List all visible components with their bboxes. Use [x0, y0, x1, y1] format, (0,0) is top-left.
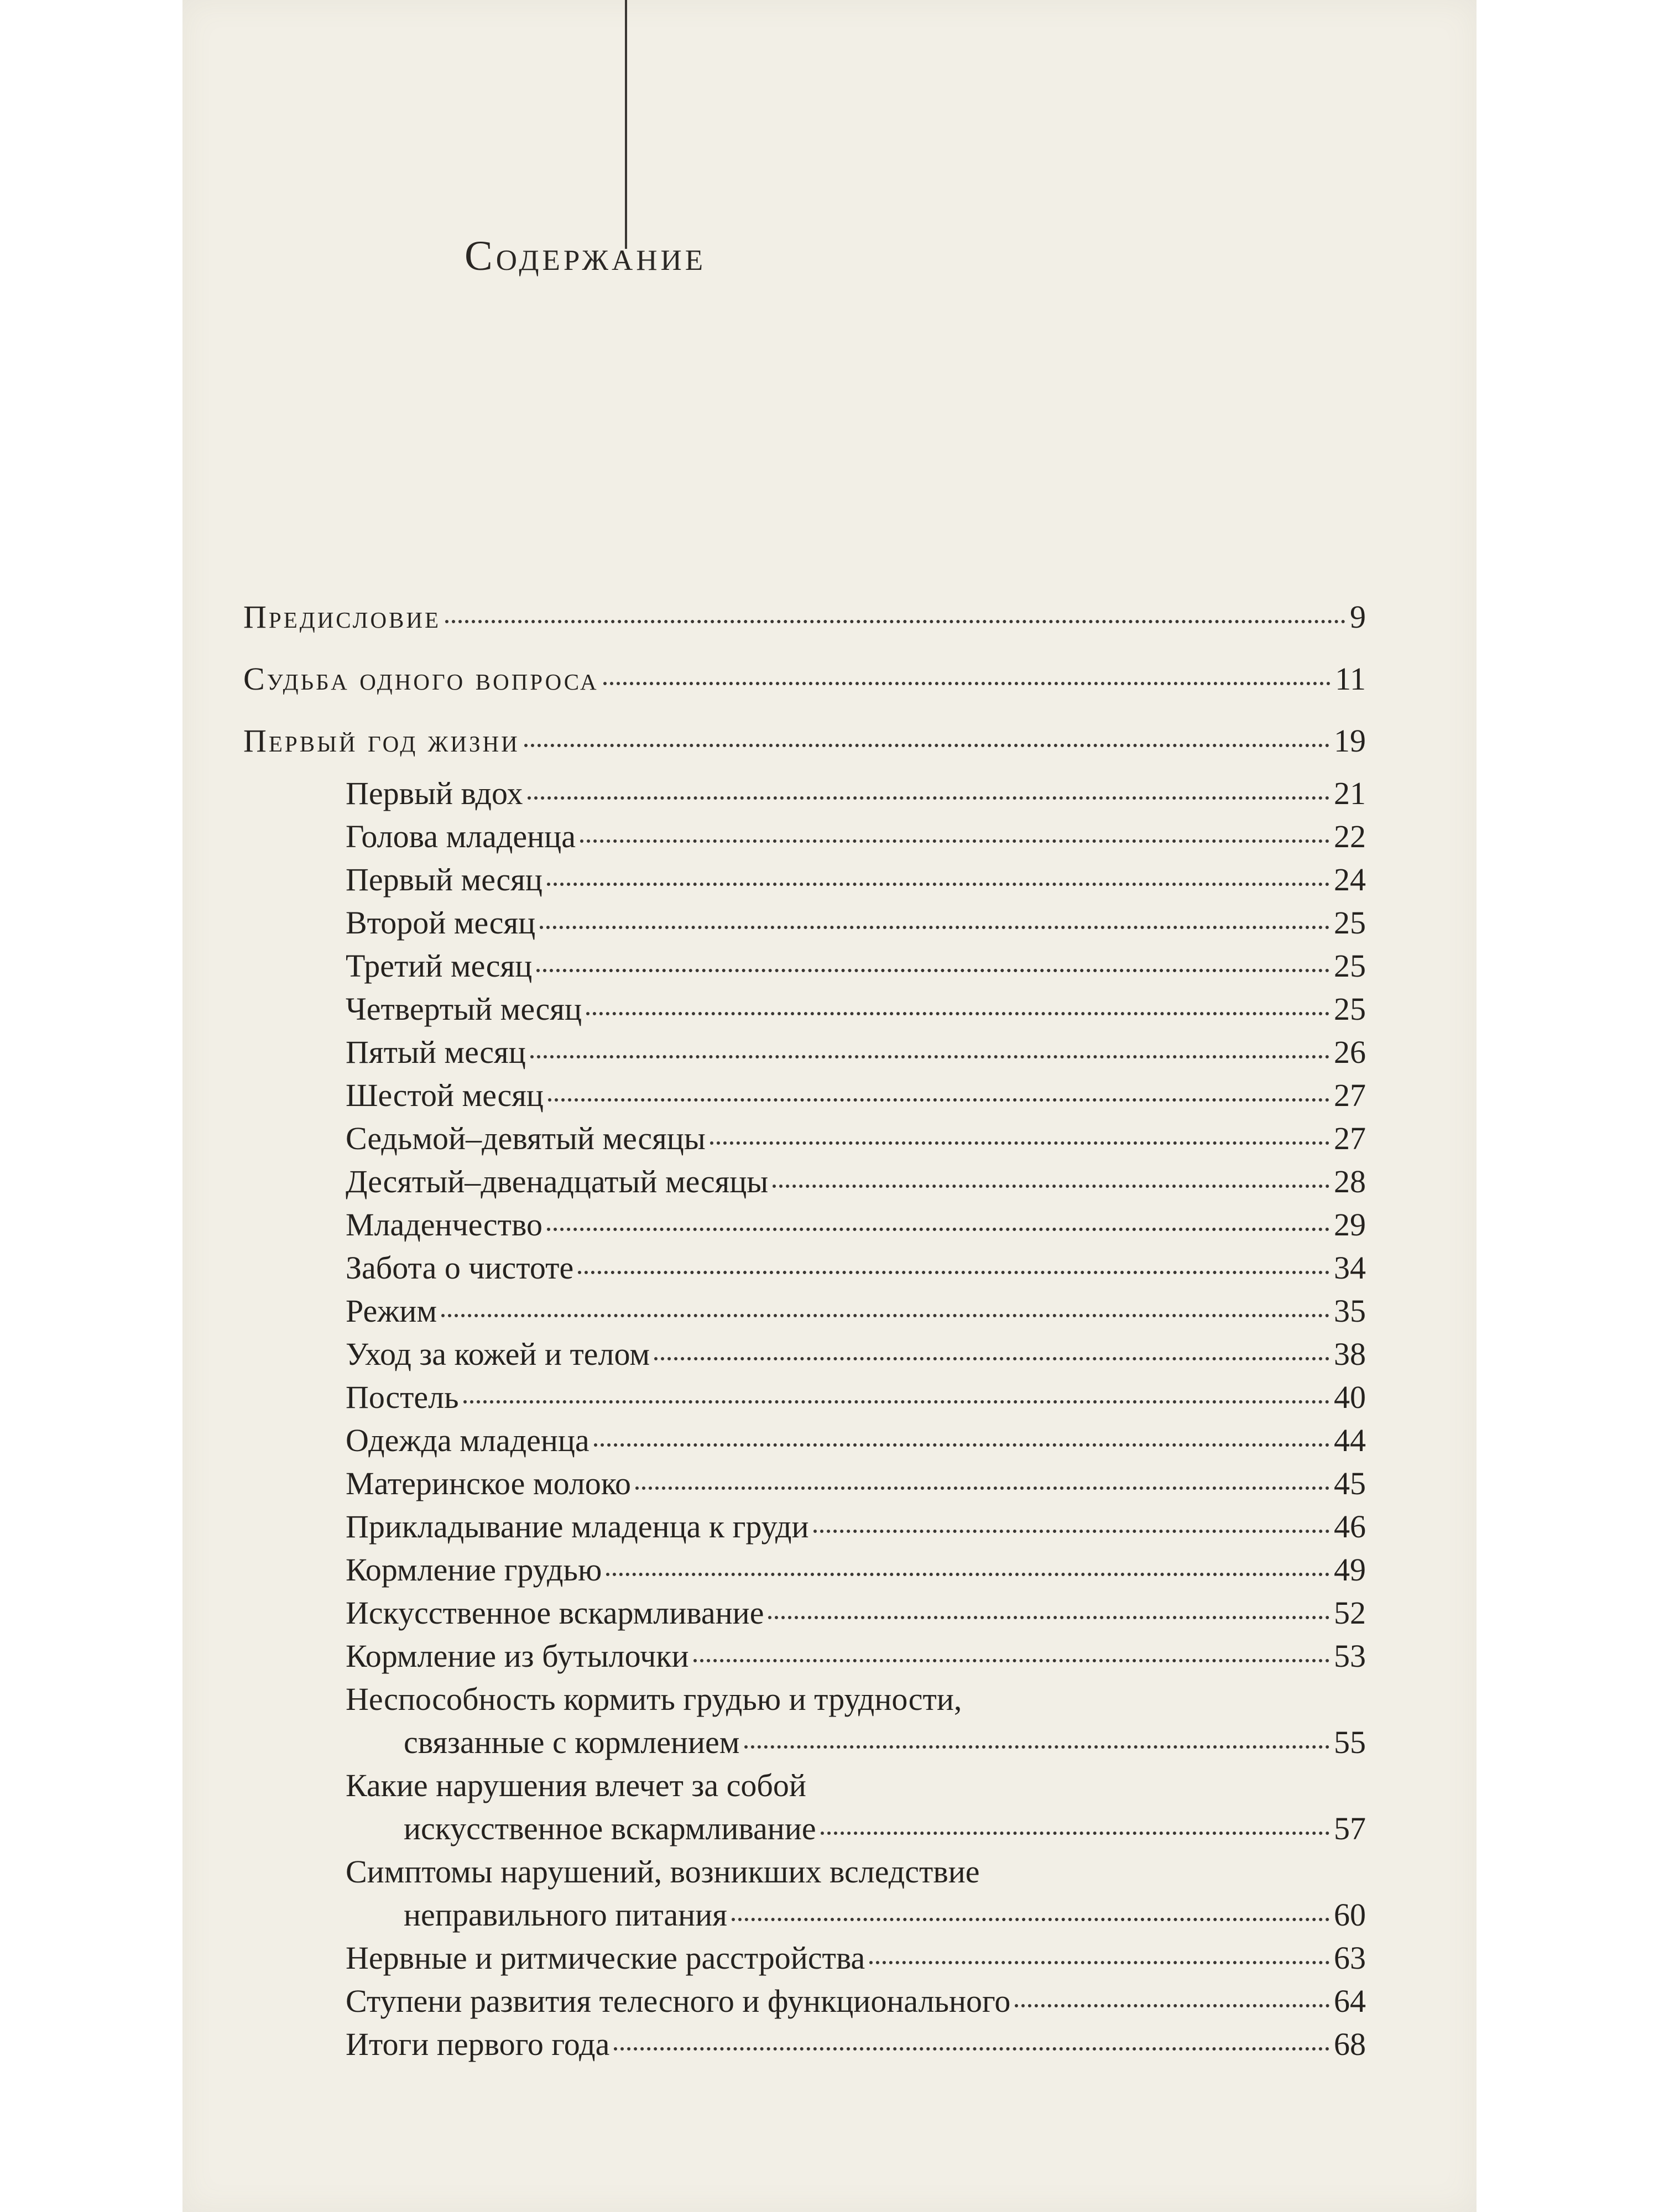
toc-subentry [243, 1246, 1366, 1290]
toc-entry-label: Шестой месяц [346, 1077, 544, 1113]
dot-leader [536, 969, 1329, 972]
toc-entry-page: 27 [1334, 1077, 1366, 1113]
toc-subentry [243, 945, 1366, 988]
toc-entry-label: Итоги первого года [346, 2026, 610, 2062]
toc-subentry [243, 1333, 1366, 1376]
toc-entry-label: Первый месяц [346, 862, 542, 898]
dot-leader [693, 1659, 1329, 1662]
toc-entry-page: 25 [1334, 991, 1366, 1027]
toc-entry-page: 60 [1334, 1897, 1366, 1933]
toc-entry-page: 34 [1334, 1250, 1366, 1286]
toc-entry-first-year [243, 710, 1366, 772]
toc-entry-label: Десятый–двенадцатый месяцы [346, 1164, 769, 1199]
toc-subentry [243, 1505, 1366, 1548]
toc-subentry [243, 772, 1366, 815]
toc-subentry [243, 1548, 1366, 1592]
toc-entry-page: 44 [1334, 1422, 1366, 1458]
toc-entry-label: Первый вдох [346, 775, 523, 811]
toc-subentry [243, 1031, 1366, 1074]
toc-entry-label: Забота о чистоте [346, 1250, 574, 1286]
toc-subentry [243, 1937, 1366, 1980]
toc-entry-label-line1: Симптомы нарушений, возникших вследствие [346, 1854, 980, 1890]
toc-subentry [243, 815, 1366, 858]
dot-leader [732, 1918, 1329, 1921]
toc-entry-page: 57 [1334, 1811, 1366, 1846]
dot-leader [768, 1616, 1329, 1619]
toc-entry-page: 19 [1334, 723, 1366, 759]
toc-subentry [243, 1462, 1366, 1505]
toc-entry-page: 25 [1334, 905, 1366, 941]
toc-entry-label-line2: связанные с кормлением [404, 1724, 740, 1760]
vertical-rule [625, 0, 627, 249]
toc-subentry [243, 1635, 1366, 1678]
toc-subentry [243, 901, 1366, 945]
toc-entry-label: Голова младенца [346, 818, 576, 854]
toc-subentry [243, 1290, 1366, 1333]
toc-entry-label: Искусственное вскармливание [346, 1595, 764, 1631]
dot-leader [614, 2047, 1329, 2051]
toc-entry-label: Прикладывание младенца к груди [346, 1509, 809, 1545]
toc-entry-page: 27 [1334, 1120, 1366, 1156]
toc-subentry [243, 1117, 1366, 1160]
toc-entry-label: Нервные и ритмические расстройства [346, 1940, 865, 1976]
toc-subentry [243, 1419, 1366, 1462]
toc-subentry [243, 1376, 1366, 1419]
toc-subentry [243, 1160, 1366, 1203]
toc-entry-page: 63 [1334, 1940, 1366, 1976]
dot-leader [813, 1530, 1329, 1533]
dot-leader [606, 1573, 1329, 1576]
toc-entry-page: 55 [1334, 1724, 1366, 1760]
toc-subentry [243, 1721, 1366, 1764]
table-of-contents [243, 586, 1366, 2066]
toc-subentry [243, 1893, 1366, 1937]
toc-entry-fate-of-question [243, 648, 1366, 710]
dot-leader [580, 839, 1329, 843]
toc-entry-label: Второй месяц [346, 905, 536, 941]
toc-entry-page: 29 [1334, 1207, 1366, 1243]
dot-leader [547, 883, 1329, 886]
toc-entry-label: Кормление грудью [346, 1552, 602, 1588]
dot-leader [586, 1012, 1329, 1015]
toc-entry-page: 68 [1334, 2026, 1366, 2062]
toc-subentry [243, 1807, 1366, 1850]
dot-leader [578, 1271, 1329, 1274]
toc-subentry [243, 858, 1366, 901]
toc-entry-preface [243, 586, 1366, 648]
dot-leader [594, 1443, 1329, 1447]
toc-entry-page: 9 [1350, 599, 1366, 635]
toc-entry-page: 64 [1334, 1983, 1366, 2019]
toc-entry-page: 38 [1334, 1336, 1366, 1372]
toc-entry-page: 40 [1334, 1379, 1366, 1415]
dot-leader [445, 620, 1345, 623]
toc-entry-label: Одежда младенца [346, 1422, 589, 1458]
toc-entry-label: Первый год жизни [243, 723, 520, 759]
toc-entry-page: 21 [1334, 775, 1366, 811]
toc-entry-page: 22 [1334, 818, 1366, 854]
dot-leader [530, 1055, 1329, 1058]
toc-subentry [243, 1074, 1366, 1117]
toc-entry-label: Постель [346, 1379, 459, 1415]
toc-entry-page: 49 [1334, 1552, 1366, 1588]
toc-subentry [243, 988, 1366, 1031]
dot-leader [463, 1400, 1329, 1404]
toc-entry-label: Ступени развития телесного и функционального [346, 1983, 1011, 2019]
toc-entry-label: Третий месяц [346, 948, 533, 984]
dot-leader [635, 1486, 1329, 1490]
toc-entry-label: Седьмой–девятый месяцы [346, 1120, 706, 1156]
dot-leader [710, 1141, 1329, 1145]
toc-entry-label: Материнское молоко [346, 1465, 632, 1501]
toc-entry-label: Уход за кожей и телом [346, 1336, 650, 1372]
toc-entry-page: 26 [1334, 1034, 1366, 1070]
toc-entry-page: 35 [1334, 1293, 1366, 1329]
toc-entry-label: Предисловие [243, 599, 441, 635]
toc-entry-label: Пятый месяц [346, 1034, 526, 1070]
dot-leader [821, 1832, 1329, 1835]
toc-entry-page: 24 [1334, 862, 1366, 898]
toc-entry-page: 52 [1334, 1595, 1366, 1631]
toc-subentry [243, 1592, 1366, 1635]
dot-leader [547, 1228, 1329, 1231]
toc-entry-page: 46 [1334, 1509, 1366, 1545]
dot-leader [869, 1961, 1329, 1964]
dot-leader [744, 1745, 1330, 1749]
toc-entry-label: Младенчество [346, 1207, 542, 1243]
dot-leader [1015, 2004, 1329, 2007]
toc-entry-label: Судьба одного вопроса [243, 661, 599, 697]
toc-subentry [243, 2023, 1366, 2066]
toc-entry-page: 53 [1334, 1638, 1366, 1674]
dot-leader [528, 796, 1329, 800]
toc-entry-label: Режим [346, 1293, 437, 1329]
dot-leader [654, 1357, 1329, 1360]
toc-subentry [243, 1980, 1366, 2023]
dot-leader [441, 1314, 1329, 1317]
toc-entry-label: Кормление из бутылочки [346, 1638, 689, 1674]
toc-subentry [243, 1203, 1366, 1246]
toc-entry-label-line2: неправильного питания [404, 1897, 727, 1933]
toc-entry-label-line1: Какие нарушения влечет за собой [346, 1767, 806, 1803]
toc-entry-page: 25 [1334, 948, 1366, 984]
toc-entry-page: 11 [1335, 661, 1366, 697]
dot-leader [540, 926, 1329, 929]
toc-entry-label-line2: искусственное вскармливание [404, 1811, 816, 1846]
toc-entry-page: 45 [1334, 1465, 1366, 1501]
page-title: Содержание [465, 233, 707, 279]
dot-leader [524, 744, 1329, 747]
dot-leader [548, 1098, 1329, 1102]
toc-entry-page: 28 [1334, 1164, 1366, 1199]
toc-entry-label-line1: Неспособность кормить грудью и трудности, [346, 1681, 962, 1717]
dot-leader [603, 682, 1331, 685]
dot-leader [773, 1185, 1329, 1188]
toc-entry-label: Четвертый месяц [346, 991, 582, 1027]
